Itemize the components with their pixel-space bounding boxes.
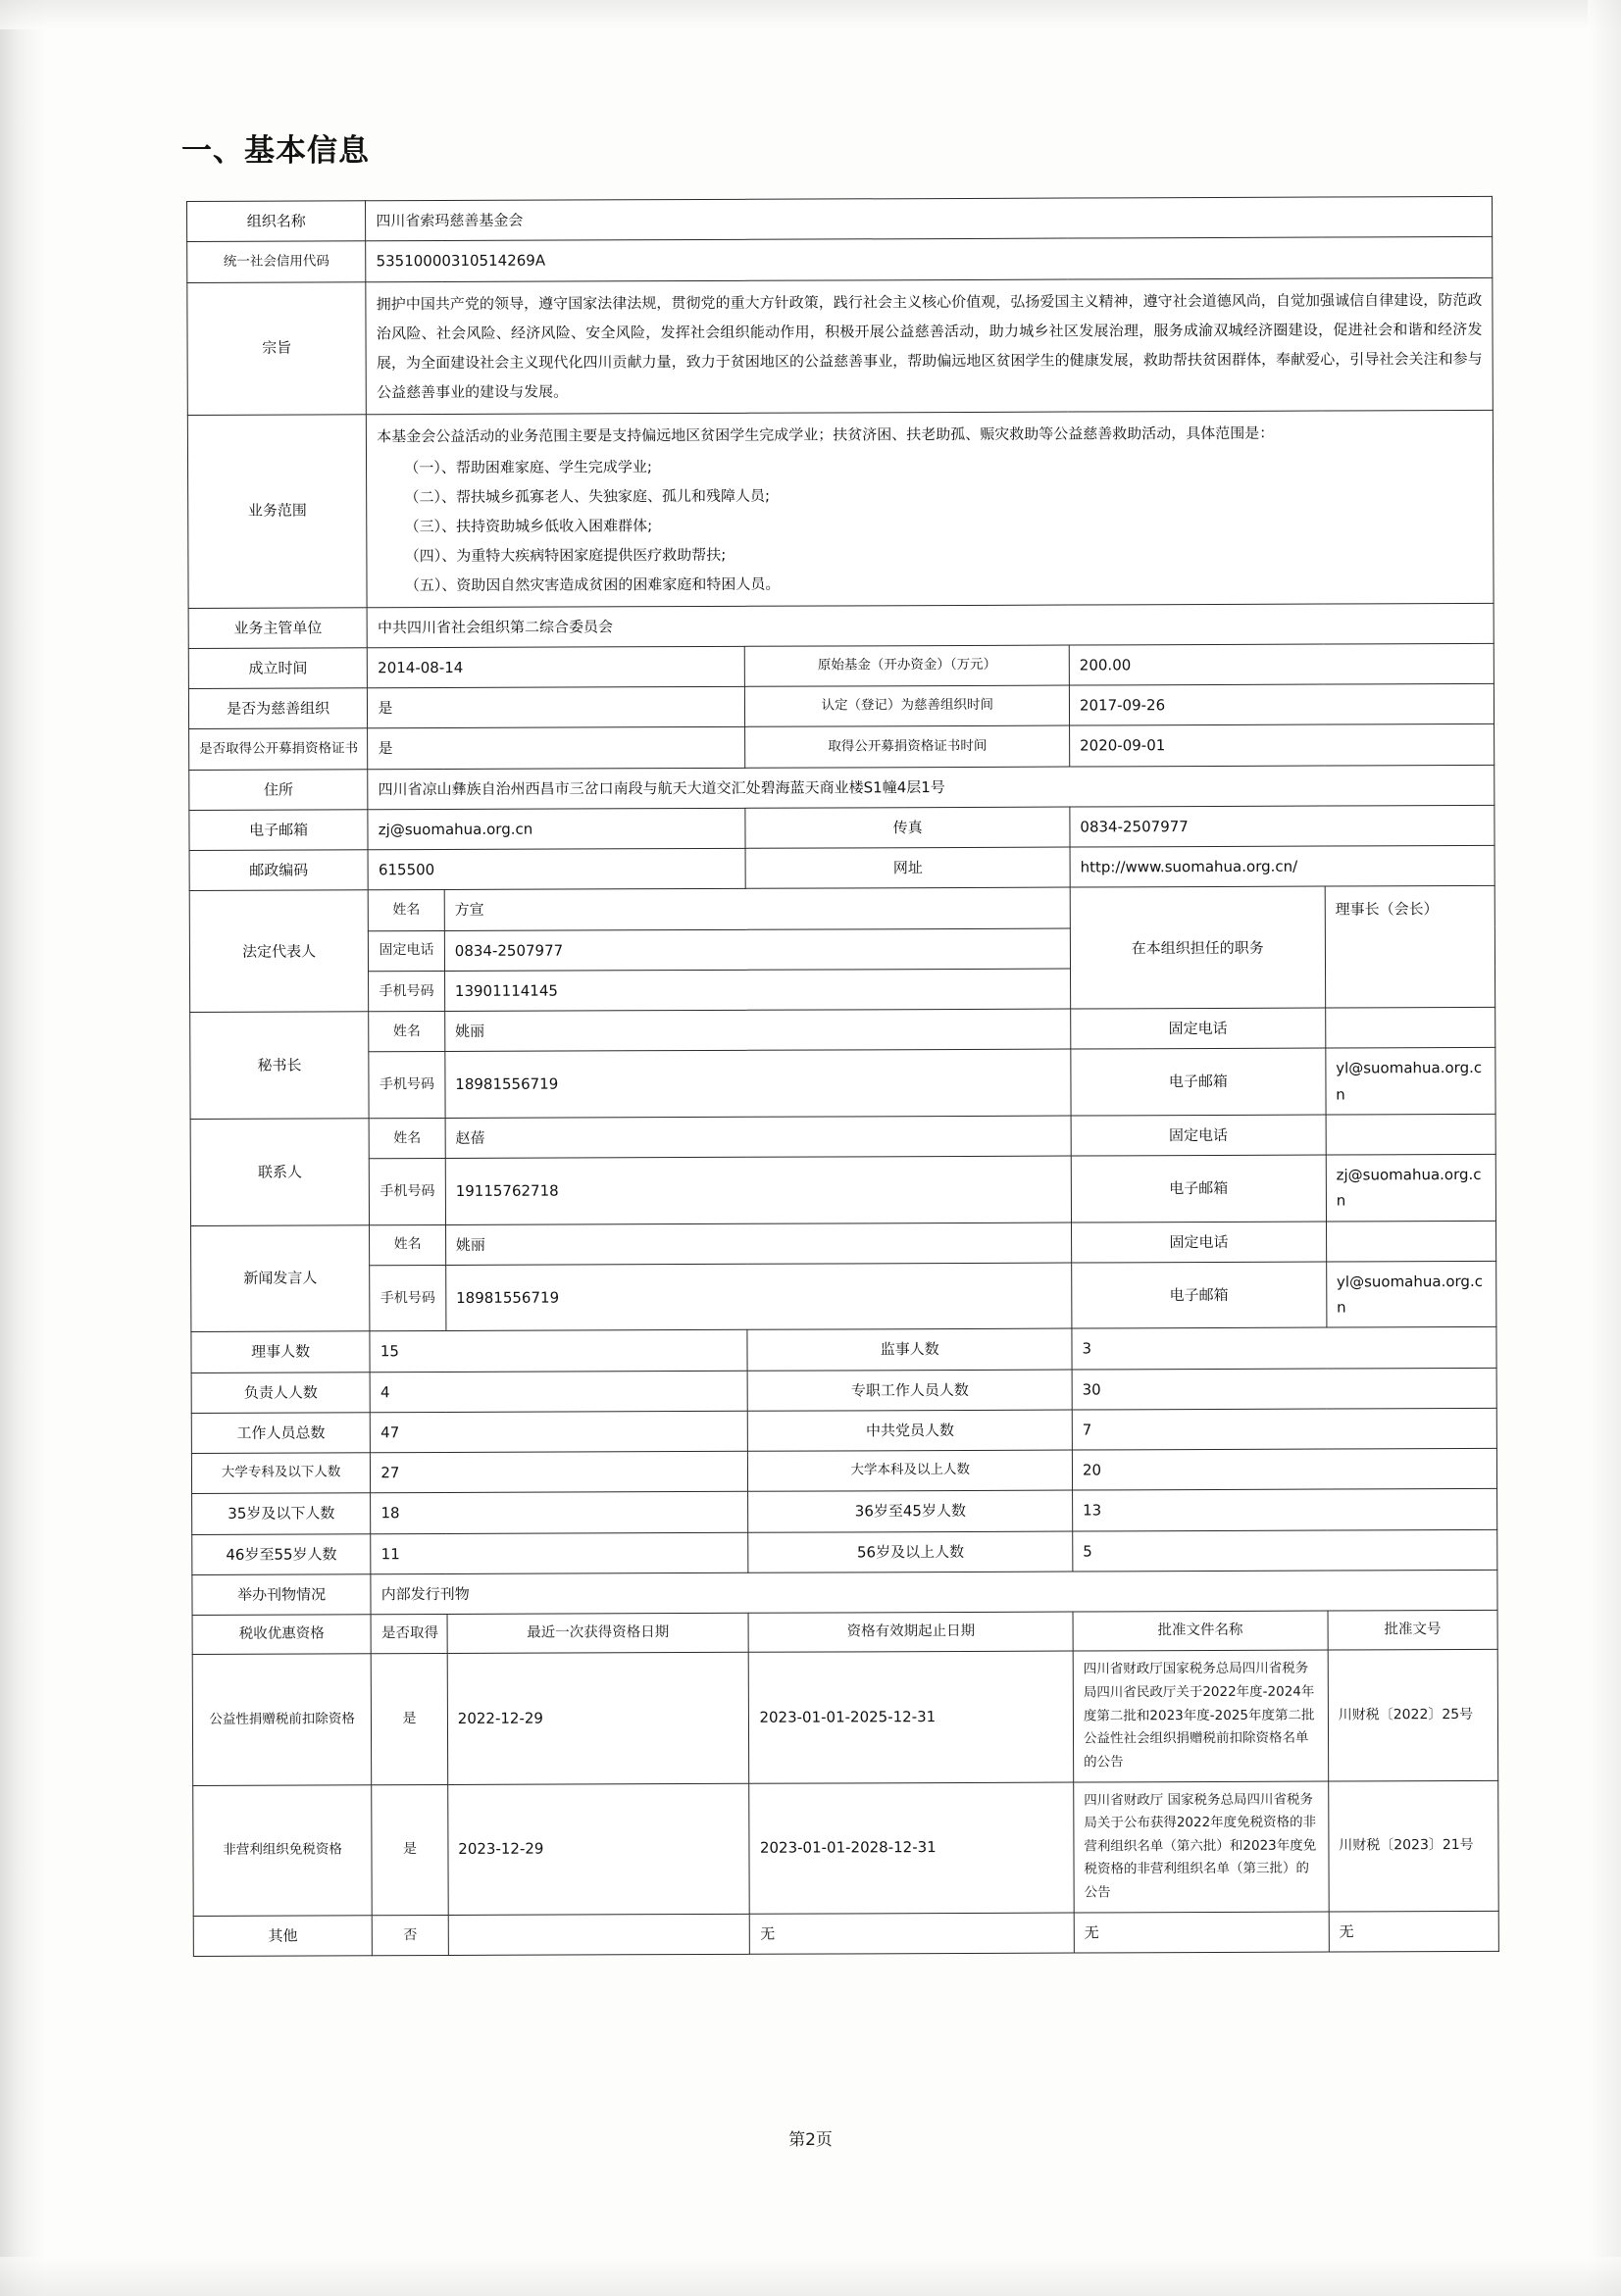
tax-qualification-name: 非营利组织免税资格 — [193, 1784, 373, 1916]
business-scope-item: （五）、资助因自然灾害造成贫困的困难家庭和特困人员。 — [404, 574, 781, 594]
value-secretary-tel — [1325, 1007, 1494, 1048]
label-org-name: 组织名称 — [187, 201, 366, 242]
value-email: zj@suomahua.org.cn — [368, 808, 745, 850]
label-secretary-email: 电子邮箱 — [1071, 1048, 1326, 1115]
value-establish-date: 2014-08-14 — [368, 646, 745, 688]
label-party-members: 中共党员人数 — [748, 1410, 1073, 1452]
value-college-and-below: 27 — [371, 1451, 748, 1493]
tax-latest-date: 2023-12-29 — [448, 1783, 750, 1915]
label-address: 住所 — [189, 769, 368, 810]
table-row-email-fax — [189, 805, 1494, 850]
label-age-36-45: 36岁至45岁人数 — [748, 1490, 1073, 1532]
label-legal-rep: 法定代表人 — [189, 890, 369, 1012]
label-principals: 负责人人数 — [191, 1372, 370, 1413]
label-publication: 举办刊物情况 — [192, 1574, 371, 1616]
table-row-publication — [192, 1570, 1497, 1615]
label-total-staff: 工作人员总数 — [191, 1413, 370, 1454]
header-tax-doc-no: 批准文号 — [1328, 1610, 1497, 1650]
value-website: http://www.suomahua.org.cn/ — [1070, 845, 1494, 887]
header-tax-valid-period: 资格有效期起止日期 — [749, 1612, 1074, 1653]
label-age-46-55: 46岁至55岁人数 — [192, 1533, 371, 1574]
table-row-spokesperson-mobile — [191, 1261, 1496, 1332]
table-row-postcode-website — [189, 845, 1494, 890]
tax-qualification-name: 公益性捐赠税前扣除资格 — [192, 1654, 372, 1785]
value-purpose-cell — [366, 277, 1493, 414]
table-row-principals — [191, 1368, 1496, 1413]
scan-edge-top — [0, 0, 1621, 29]
value-postcode: 615500 — [368, 848, 745, 890]
value-has-public-fundraising-cert: 是 — [368, 727, 745, 770]
value-spokesperson-email: yl@suomahua.org.cn — [1326, 1261, 1495, 1327]
label-secretary-tel: 固定电话 — [1071, 1008, 1326, 1049]
purpose-paragraph: 拥护中国共产党的领导，遵守国家法律法规，贯彻党的重大方针政策，践行社会主义核心价值观，弘扬爱国主义精神，遵守社会道德风尚，自觉加强诚信自律建设，防范政治风险、社会风险、经济风险、安全风险，发挥社会组织能动作用，积极开展公益慈善活动，助力城乡社区发展治理，服务成渝双城经济圈建设，促进社会和谐和经济发展，为全面建设社会主义现代化四川贡献力量，致力于贫困地区的公益慈善事业，帮助偏远地区贫困学生的健康发展，救助帮扶贫困群体，奉献爱心，引导社会关注和参与公益慈善事业的建设与发展。 — [376, 290, 1483, 401]
value-secretary-mobile: 18981556719 — [445, 1049, 1071, 1118]
value-contact-mobile: 19115762718 — [445, 1156, 1071, 1224]
label-charity-recognition-date: 认定（登记）为慈善组织时间 — [745, 685, 1070, 727]
value-age-36-45: 13 — [1073, 1489, 1497, 1531]
table-row-establish — [188, 643, 1494, 688]
table-row-purpose — [187, 277, 1494, 415]
label-contact-tel: 固定电话 — [1071, 1115, 1326, 1156]
label-legal-rep-position: 在本组织担任的职务 — [1070, 886, 1325, 1009]
label-spokesperson-name: 姓名 — [370, 1224, 446, 1266]
value-supervisors: 3 — [1072, 1327, 1496, 1370]
value-bachelor-and-above: 20 — [1072, 1448, 1496, 1490]
value-contact-name: 赵蓓 — [445, 1116, 1071, 1159]
label-business-scope: 业务范围 — [187, 414, 367, 608]
table-row-contact-name — [190, 1114, 1495, 1159]
tax-table-header-row — [192, 1610, 1497, 1654]
label-postcode: 邮政编码 — [189, 850, 368, 891]
label-purpose: 宗旨 — [187, 281, 367, 415]
business-scope-item: （二）、帮扶城乡孤寡老人、失独家庭、孤儿和残障人员; — [404, 486, 771, 506]
basic-info-table — [186, 196, 1499, 1957]
label-spokesperson-email: 电子邮箱 — [1072, 1262, 1327, 1328]
value-org-name: 四川省索玛慈善基金会 — [366, 196, 1493, 241]
value-legal-rep-tel: 0834-2507977 — [444, 928, 1070, 972]
tax-obtained: 是 — [372, 1654, 448, 1784]
label-secretary-general: 秘书长 — [190, 1012, 370, 1119]
table-row-age-young — [192, 1489, 1497, 1534]
scan-edge-left — [0, 0, 45, 2296]
table-row-business-scope — [187, 410, 1494, 608]
header-tax-obtained: 是否取得 — [371, 1614, 447, 1654]
value-address: 四川省凉山彝族自治州西昌市三岔口南段与航天大道交汇处碧海蓝天商业楼S1幢4层1号 — [368, 765, 1494, 810]
tax-table-row — [193, 1911, 1498, 1956]
label-contact-name: 姓名 — [369, 1118, 445, 1159]
label-fulltime-staff: 专职工作人员人数 — [748, 1370, 1073, 1412]
label-legal-rep-mobile: 手机号码 — [369, 971, 445, 1012]
business-scope-item: （三）、扶持资助城乡低收入困难群体; — [404, 516, 653, 535]
value-charity-recognition-date: 2017-09-26 — [1069, 683, 1494, 725]
scan-edge-right — [1588, 0, 1621, 2296]
scan-edge-bottom — [0, 2257, 1621, 2296]
page-number-footer: 第2页 — [788, 2130, 833, 2150]
label-age-56-above: 56岁及以上人数 — [748, 1531, 1073, 1573]
value-spokesperson-mobile: 18981556719 — [445, 1263, 1071, 1331]
business-scope-item: （一）、帮助困难家庭、学生完成学业; — [404, 457, 652, 476]
value-credit-code: 53510000310514269A — [366, 237, 1493, 282]
tax-latest-date — [448, 1914, 750, 1955]
value-publication: 内部发行刊物 — [371, 1570, 1497, 1615]
table-row-fundraising-cert — [189, 724, 1494, 770]
label-directors: 理事人数 — [191, 1331, 370, 1373]
header-tax-doc-name: 批准文件名称 — [1073, 1611, 1328, 1651]
tax-valid-period: 2023-01-01-2025-12-31 — [749, 1651, 1074, 1782]
tax-obtained: 是 — [372, 1784, 448, 1915]
value-legal-rep-mobile: 13901114145 — [444, 969, 1070, 1012]
tax-latest-date: 2022-12-29 — [447, 1653, 749, 1784]
label-spokesperson: 新闻发言人 — [191, 1224, 371, 1331]
value-business-scope-cell — [367, 410, 1494, 607]
value-secretary-name: 姚丽 — [444, 1009, 1070, 1052]
table-row-secretary-name — [190, 1007, 1495, 1052]
value-directors: 15 — [370, 1330, 747, 1373]
label-bachelor-and-above: 大学本科及以上人数 — [748, 1450, 1073, 1492]
label-contact-person: 联系人 — [190, 1119, 370, 1225]
value-is-charity: 是 — [368, 686, 745, 728]
page-title: 一、基本信息 — [181, 133, 370, 169]
value-age-35-below: 18 — [371, 1492, 748, 1534]
label-legal-rep-name: 姓名 — [369, 890, 445, 931]
tax-doc-name: 四川省财政厅 国家税务总局四川省税务局关于公布获得2022年度免税资格的非营利组织名单（第六批）和2023年度免税资格的非营利组织名单（第三批）的公告 — [1074, 1781, 1329, 1913]
value-legal-rep-position: 理事长（会长） — [1325, 886, 1495, 1008]
label-email: 电子邮箱 — [189, 810, 368, 851]
label-spokesperson-tel: 固定电话 — [1071, 1222, 1326, 1263]
value-secretary-email: yl@suomahua.org.cn — [1326, 1048, 1495, 1115]
label-fax: 传真 — [745, 807, 1070, 849]
tax-obtained: 否 — [373, 1915, 449, 1956]
table-row-legal-rep-name — [189, 886, 1494, 931]
tax-doc-name: 无 — [1074, 1912, 1329, 1953]
tax-doc-no: 川财税〔2023〕21号 — [1328, 1780, 1498, 1912]
value-age-56-above: 5 — [1073, 1529, 1497, 1572]
tax-valid-period: 2023-01-01-2028-12-31 — [749, 1782, 1074, 1914]
tax-table-row — [192, 1650, 1498, 1785]
label-has-public-fundraising-cert: 是否取得公开募捐资格证书 — [189, 728, 368, 770]
value-legal-rep-name: 方宣 — [444, 887, 1070, 930]
label-original-fund: 原始基金（开办资金）（万元） — [745, 645, 1070, 687]
value-total-staff: 47 — [371, 1411, 748, 1453]
table-row-spokesperson-name — [191, 1221, 1496, 1266]
label-spokesperson-mobile: 手机号码 — [370, 1265, 446, 1331]
tax-doc-name: 四川省财政厅国家税务总局四川省税务局四川省民政厅关于2022年度-2024年度第二批和2023年度-2025年度第二批公益性社会组织捐赠税前扣除资格名单的公告 — [1073, 1650, 1328, 1781]
table-row-address — [189, 765, 1494, 810]
table-row-education — [191, 1448, 1496, 1493]
value-spokesperson-tel — [1326, 1221, 1495, 1262]
table-row-directors — [191, 1327, 1496, 1373]
header-tax-latest-date: 最近一次获得资格日期 — [447, 1613, 749, 1654]
value-supervisor-unit: 中共四川省社会组织第二综合委员会 — [367, 603, 1494, 648]
label-secretary-mobile: 手机号码 — [369, 1052, 445, 1119]
table-row-total-staff — [191, 1408, 1496, 1453]
label-supervisor-unit: 业务主管单位 — [188, 607, 367, 648]
label-establish-date: 成立时间 — [188, 648, 367, 689]
label-age-35-below: 35岁及以下人数 — [192, 1493, 371, 1534]
label-credit-code: 统一社会信用代码 — [187, 241, 366, 282]
label-website: 网址 — [746, 847, 1071, 889]
table-row-supervisor-unit — [188, 603, 1494, 648]
table-row-credit-code — [187, 237, 1493, 282]
tax-doc-no: 川财税〔2022〕25号 — [1328, 1650, 1498, 1781]
table-row-is-charity — [188, 683, 1494, 728]
label-college-and-below: 大学专科及以下人数 — [191, 1453, 370, 1494]
table-row-contact-mobile — [190, 1154, 1495, 1225]
value-contact-tel — [1326, 1114, 1495, 1155]
label-public-fundraising-cert-date: 取得公开募捐资格证书时间 — [745, 725, 1070, 768]
value-party-members: 7 — [1072, 1408, 1496, 1450]
value-contact-email: zj@suomahua.org.cn — [1326, 1154, 1495, 1221]
label-is-charity: 是否为慈善组织 — [188, 688, 367, 729]
value-public-fundraising-cert-date: 2020-09-01 — [1070, 724, 1494, 767]
table-row-org-name — [187, 196, 1493, 241]
header-tax-qualification: 税收优惠资格 — [192, 1615, 371, 1655]
business-scope-lead: 本基金会公益活动的业务范围主要是支持偏远地区贫困学生完成学业；扶贫济困、扶老助孤、赈灾救助等公益慈善救助活动，具体范围是： — [377, 424, 1275, 445]
tax-valid-period: 无 — [750, 1913, 1075, 1955]
value-spokesperson-name: 姚丽 — [445, 1223, 1071, 1266]
table-row-age-senior — [192, 1529, 1497, 1574]
value-principals: 4 — [370, 1371, 747, 1413]
tax-table-row — [193, 1780, 1499, 1916]
tax-qualification-name: 其他 — [193, 1915, 372, 1956]
label-legal-rep-tel: 固定电话 — [369, 930, 445, 972]
label-secretary-name: 姓名 — [369, 1011, 445, 1052]
label-contact-email: 电子邮箱 — [1071, 1155, 1326, 1222]
value-age-46-55: 11 — [371, 1532, 748, 1574]
value-fax: 0834-2507977 — [1070, 805, 1494, 847]
value-original-fund: 200.00 — [1069, 643, 1494, 685]
label-supervisors: 监事人数 — [747, 1328, 1072, 1371]
label-contact-mobile: 手机号码 — [370, 1158, 446, 1224]
tax-doc-no: 无 — [1329, 1911, 1498, 1952]
table-row-secretary-mobile — [190, 1048, 1495, 1120]
value-fulltime-staff: 30 — [1072, 1368, 1496, 1410]
business-scope-item: （四）、为重特大疾病特困家庭提供医疗救助帮扶; — [404, 545, 727, 565]
